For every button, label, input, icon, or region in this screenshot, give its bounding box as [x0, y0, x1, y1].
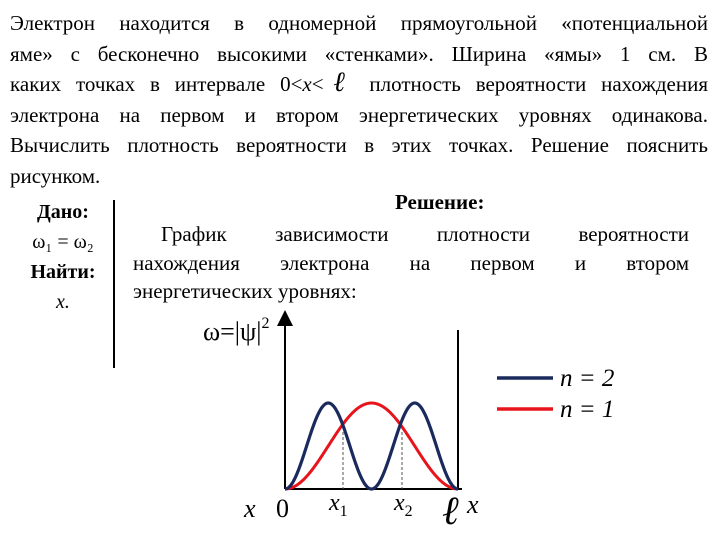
- problem-less-than: <: [311, 72, 324, 96]
- solution-line-3: энергетических уровнях:: [133, 279, 357, 303]
- origin-x-label: x: [244, 494, 256, 523]
- legend-label-n2: n = 2: [560, 365, 615, 392]
- find-variable: x.: [56, 291, 70, 313]
- given-condition: ω₁ = ω₂: [32, 231, 94, 253]
- problem-var-x: x: [302, 72, 312, 96]
- y-axis-label: $\omega=|\psi|^2$: [203, 315, 270, 346]
- problem-line-2: яме» с бесконечно высокими «стенками». Ширина «ямы» 1 см. В: [10, 41, 708, 66]
- problem-line-1: Электрон находится в одномерной прямоугольной «потенциальной: [10, 11, 708, 35]
- solution-line-2: нахождения электрона на первом и втором: [133, 250, 689, 275]
- problem-line-4: электрона на первом и втором энергетических уровнях одинакова.: [10, 102, 708, 127]
- problem-ell-symbol: ℓ: [323, 67, 355, 98]
- problem-line-6: рисунком.: [10, 163, 101, 188]
- ell-label: ℓ: [442, 488, 459, 533]
- curve-n1: [285, 403, 458, 489]
- solution-line-1: График зависимости плотности вероятности: [161, 222, 689, 246]
- origin-zero-label: 0: [276, 494, 289, 523]
- x-axis-label: x: [467, 490, 479, 519]
- x2-label: $x_2$: [394, 490, 413, 520]
- y-axis-label-sup: 2: [261, 315, 270, 332]
- problem-line-5: Вычислить плотность вероятности в этих точках. Решение пояснить: [10, 133, 708, 157]
- curve-n2: [285, 403, 458, 489]
- x1-label: $x_1$: [329, 490, 348, 520]
- solution-title: Решение:: [395, 190, 485, 214]
- find-title: Найти:: [30, 261, 96, 283]
- problem-line-3-end: плотность вероятности нахождения: [369, 72, 708, 96]
- problem-line-3-start: каких точках в интервале 0<: [10, 72, 303, 96]
- given-title: Дано:: [37, 201, 89, 223]
- legend-label-n1: n = 1: [560, 396, 615, 423]
